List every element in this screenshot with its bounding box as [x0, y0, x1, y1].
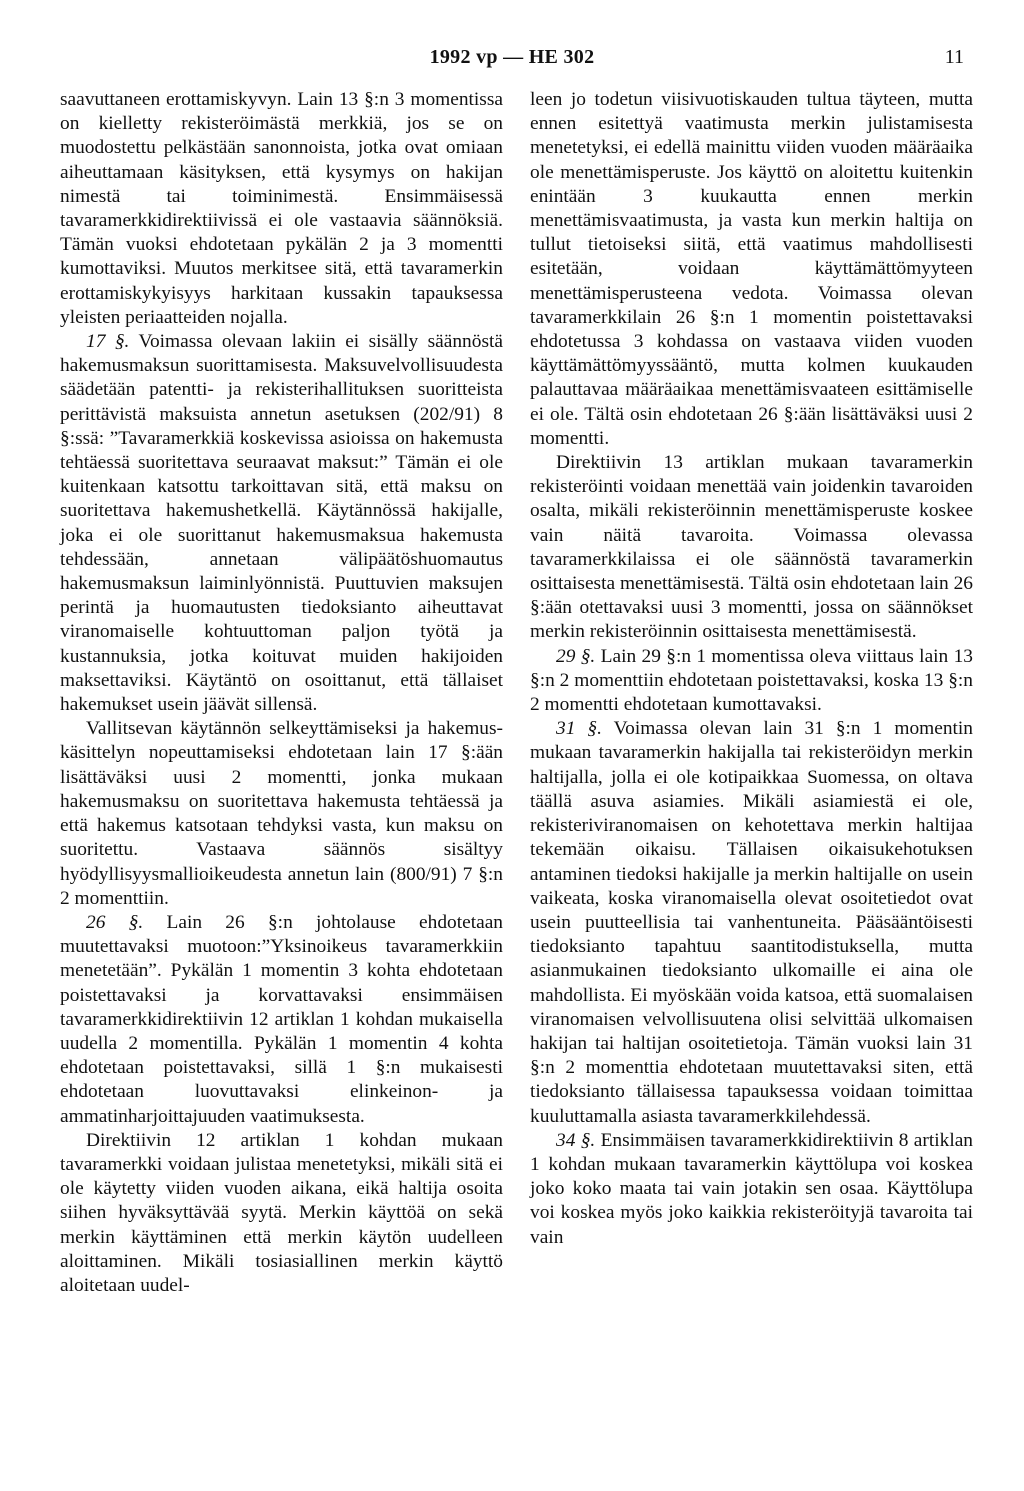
section-marker: 34 §. — [556, 1129, 596, 1151]
section-marker: 17 §. — [86, 331, 130, 353]
section-marker: 29 §. — [556, 645, 596, 667]
section-marker: 31 §. — [556, 718, 602, 740]
page-header — [0, 46, 1024, 76]
paragraph — [60, 911, 503, 1129]
paragraph — [60, 717, 503, 911]
paragraph-text: Ensimmäisen tavaramerkkidirektiivin 8 artiklan 1 kohdan mukaan tavaramerkin käyttölupa voi koskea joko koko maata tai vain jotakin sen osaa. Käyttölupa voi koskea myös joko kaikkia rekisteröityjä tavaroita tai vain — [530, 1129, 974, 1248]
paragraph-text: Lain 26 §:n johtolause ehdotetaan muutettavaksi muotoon:”Yksinoikeus tavaramerkkiin menetetään”. Pykälän 1 momentin 3 kohta ehdotetaan poistettavaksi ja korvattavaksi ensimmäisen tavaramerkkidirektiivin 12 artiklan 1 kohdan mukaisella uudella 2 momentilla. Pykälän 1 momentin 4 kohta ehdotetaan poistettavaksi, sillä 1 §:n mukaisesti ehdotetaan luovuttavaksi elinkeinon- ja ammatinharjoittajuuden vaatimuksesta. — [60, 911, 504, 1127]
paragraph — [530, 451, 973, 645]
paragraph — [530, 645, 973, 718]
paragraph — [60, 88, 503, 330]
paragraph — [530, 1129, 973, 1250]
right-column — [530, 88, 973, 1250]
paragraph — [60, 1129, 503, 1298]
paragraph-text: Direktiivin 12 artiklan 1 kohdan mukaan tavaramerkki voidaan julistaa menetetyksi, mikäli sitä ei ole käytetty viiden vuoden aikana, eikä haltija osoita siihen hyväksyttävää syytä. Merkin käyttöä on sekä merkin käyttäminen että merkin käytön uudelleen aloittaminen. Mikäli tosiasiallinen merkin käyttö aloitetaan uudel- — [60, 1129, 503, 1296]
header-title: 1992 vp — HE 302 — [429, 46, 595, 68]
paragraph — [530, 88, 973, 451]
paragraph-text: Direktiivin 13 artiklan mukaan tavaramerkin rekisteröinti voidaan menettää vain joidenkin tavaroiden osalta, mikäli rekisteröinnin menettämisperuste koskee vain näitä tavaroita. Voimassa olevassa tavaramerkkilaissa ei ole säännöstä tavaramerkin osittaisesta menettämisestä. Tältä osin ehdotetaan lain 26 §:ään otettavaksi uusi 3 momentti, jossa on säännökset merkin rekisteröinnin osittaisesta menettämisestä. — [530, 452, 973, 643]
section-marker: 26 §. — [86, 911, 144, 933]
paragraph-text: saavuttaneen erottamiskyvyn. Lain 13 §:n 3 momentissa on kielletty rekisteröimästä merkkiä, jos se on muodostettu pelkästään sanonnoista, jotka ovat omiaan aiheuttamaan käsityksen, että kysymys on hakijan nimestä tai toiminimestä. Ensimmäisessä tavaramerkkidirektiivissä ei ole vastaavia säännöksiä. Tämän vuoksi ehdotetaan pykälän 2 ja 3 momentti kumottaviksi. Muutos merkitsee sitä, että tavaramerkin erottamiskykyisyys harkitaan kussakin tapauksessa yleisten periaatteiden nojalla. — [60, 89, 503, 328]
paragraph-text: leen jo todetun viisivuotiskauden tultua täyteen, mutta ennen esitettyä vaatimusta merkin julistamisesta menetetyksi, ei edellä mainittu viiden vuoden määräaika ole menettämisperuste. Jos käyttö on aloitettu kuitenkin enintään 3 kuukautta ennen merkin menettämisvaatimusta, ja vasta kun merkin haltija on tullut tietoiseksi siitä, että vaatimus mahdollisesti esitetään, voidaan käyttämättömyyteen menettämisperusteena vedota. Voimassa olevan tavaramerkkilain 26 §:n 1 momentin poistettavaksi ehdotetussa 3 kohdassa on vastaava viiden vuoden käyttämättömyyssääntö, mutta kolmen kuukauden palauttavaa määräaikaa menettämisvaateen esittämiselle ei ole. Tältä osin ehdotetaan 26 §:ään lisättäväksi uusi 2 momentti. — [530, 89, 973, 449]
page-number: 11 — [944, 46, 964, 68]
left-column — [60, 88, 503, 1298]
paragraph — [60, 330, 503, 717]
paragraph-text: Voimassa olevaan lakiin ei sisälly säännöstä hakemusmaksun suorittamisesta. Maksuvelvollisuudesta säädetään patentti- ja rekisterihallituksen suoritteista perittävistä maksuista annetun asetuksen (202/91) 8 §:ssä: ”Tavaramerkkiä koskevissa asioissa on hakemusta tehtäessä suoritettava seuraavat maksut:” Tämän ei ole kuitenkaan katsottu tarkoittavan sitä, että maksu on suoritettava hakemushetkellä. Käytännössä hakijalle, joka ei ole suorittanut hakemusmaksua hakemusta tehdessään, annetaan välipäätöshuomautus hakemusmaksun laiminlyönnistä. Puuttuvien maksujen perintä ja huomautusten tiedoksianto aiheuttavat viranomaiselle kohtuuttoman paljon työtä ja kustannuksia, jotka koituvat muiden hakijoiden maksettaviksi. Käytäntö on osoittanut, että tällaiset hakemukset usein jäävät sillensä. — [60, 331, 503, 716]
paragraph-text: Vallitsevan käytännön selkeyttämiseksi ja hakemus-käsittelyn nopeuttamiseksi ehdotetaan lain 17 §:ään lisättäväksi uusi 2 momentti, jonka mukaan hakemusmaksu on suoritettava hakemusta tehtäessä ja että hakemus katsotaan tehdyksi vasta, kun maksu on suoritettu. Vastaava säännös sisältyy hyödyllisyysmallioikeudesta annetun lain (800/91) 7 §:n 2 momenttiin. — [60, 718, 503, 909]
paragraph-text: Lain 29 §:n 1 momentissa oleva viittaus lain 13 §:n 2 momenttiin ehdotetaan poistettavaksi, koska 13 §:n 2 momentti ehdotetaan kumottavaksi. — [530, 645, 973, 716]
paragraph — [530, 717, 973, 1128]
paragraph-text: Voimassa olevan lain 31 §:n 1 momentin mukaan tavaramerkin hakijalla tai rekisteröidyn merkin haltijalla, jolla ei ole kotipaikkaa Suomessa, on oltava täällä asuva asiamies. Mikäli asiamiestä ei ole, rekisteriviranomaisen on kehotettava merkin haltijaa tekemään oikaisu. Tällaisen oikaisukehotuksen antaminen tiedoksi hakijalle ja merkin haltijalle on usein vaikeata, koska viranomaisella olevat osoitetiedot ovat usein puutteellisia tai vanhentuneita. Pääsääntöisesti tiedoksianto tapahtuu saantitodistuksella, mutta asianmukainen tiedoksianto ulkomaille ei aina ole mahdollista. Ei myöskään voida katsoa, että suomalaisen viranomaisen velvollisuutena olisi selvittää ulkomaisen hakijan tai haltijan osoitetietoja. Tämän vuoksi lain 31 §:n 2 momenttia ehdotetaan muutettavaksi siten, että tiedoksianto tällaisessa tapauksessa voidaan toimittaa kuuluttamalla asiasta tavaramerkkilehdessä. — [530, 718, 974, 1127]
